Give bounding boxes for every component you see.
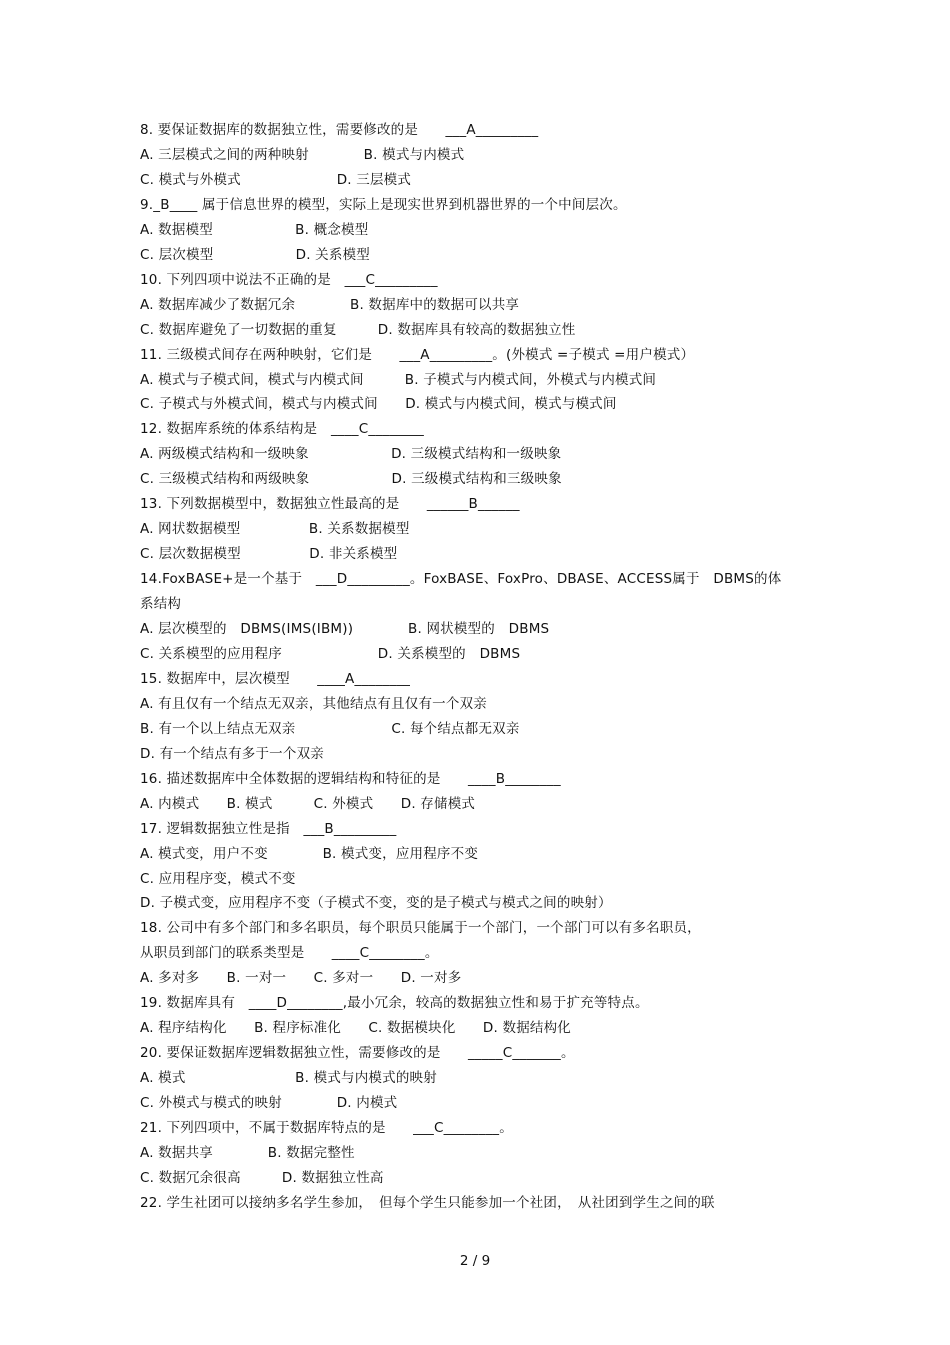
text-line: 10. 下列四项中说法不正确的是 ___C_________ xyxy=(140,271,438,288)
text-line: C. 三级模式结构和两级映象 D. 三级模式结构和三级映象 xyxy=(140,471,562,488)
text-line: 16. 描述数据库中全体数据的逻辑结构和特征的是 ____B________ xyxy=(140,770,561,787)
text-line: 8. 要保证数据库的数据独立性，需要修改的是 ___A_________ xyxy=(140,122,539,138)
text-line: A. 网状数据模型 B. 关系数据模型 xyxy=(140,521,410,538)
text-line: A. 数据库减少了数据冗余 B. 数据库中的数据可以共享 xyxy=(140,296,520,313)
text-line: A. 数据模型 B. 概念模型 xyxy=(140,221,369,238)
text-line: A. 内模式 B. 模式 C. 外模式 D. 存储模式 xyxy=(140,795,476,812)
text-line: A. 三层模式之间的两种映射 B. 模式与内模式 xyxy=(140,146,465,163)
text-line: 11. 三级模式间存在两种映射，它们是 ___A_________。(外模式 =子模式 =用户模式） xyxy=(140,346,695,363)
text-line: D. 子模式变，应用程序不变（子模式不变，变的是子模式与模式之间的映射） xyxy=(140,895,612,912)
text-line: A. 两级模式结构和一级映象 D. 三级模式结构和一级映象 xyxy=(140,446,562,463)
text-line: 9._B____ 属于信息世界的模型，实际上是现实世界到机器世界的一个中间层次。 xyxy=(140,196,627,213)
text-line: B. 有一个以上结点无双亲 C. 每个结点都无双亲 xyxy=(140,720,520,737)
text-line: 21. 下列四项中，不属于数据库特点的是 ___C________。 xyxy=(140,1120,513,1136)
text-line: 从职员到部门的联系类型是 ____C________。 xyxy=(140,945,439,962)
text-line: 15. 数据库中，层次模型 ____A________ xyxy=(140,670,411,687)
text-line: 22. 学生社团可以接纳多名学生参加， 但每个学生只能参加一个社团， 从社团到学生之间的联 xyxy=(140,1194,715,1211)
text-line: A. 模式与子模式间，模式与内模式间 B. 子模式与内模式间，外模式与内模式间 xyxy=(140,371,657,388)
text-line: 19. 数据库具有 ____D________,最小冗余，较高的数据独立性和易于扩充等特点。 xyxy=(140,995,649,1012)
text-line: C. 数据冗余很高 D. 数据独立性高 xyxy=(140,1169,384,1186)
text-line: C. 外模式与模式的映射 D. 内模式 xyxy=(140,1095,398,1112)
page-number: 2 / 9 xyxy=(459,1253,491,1269)
text-line: 20. 要保证数据库逻辑数据独立性，需要修改的是 _____C_______。 xyxy=(140,1045,575,1062)
text-line: C. 应用程序变，模式不变 xyxy=(140,870,296,887)
text-line: 17. 逻辑数据独立性是指 ___B_________ xyxy=(140,820,397,837)
text-line: 14.FoxBASE+是一个基于 ___D_________。FoxBASE、FoxPro、DBASE、ACCESS属于 DBMS的体 xyxy=(140,571,782,588)
text-line: A. 有且仅有一个结点无双亲，其他结点有且仅有一个双亲 xyxy=(140,695,487,712)
text-line: D. 有一个结点有多于一个双亲 xyxy=(140,745,324,762)
text-line: A. 模式变，用户不变 B. 模式变，应用程序不变 xyxy=(140,845,479,862)
text-line: C. 层次模型 D. 关系模型 xyxy=(140,246,370,263)
text-line: C. 层次数据模型 D. 非关系模型 xyxy=(140,546,398,563)
text-line: A. 模式 B. 模式与内模式的映射 xyxy=(140,1070,437,1087)
text-line: 18. 公司中有多个部门和多名职员，每个职员只能属于一个部门，一个部门可以有多名职员， xyxy=(140,920,701,937)
text-line: A. 数据共享 B. 数据完整性 xyxy=(140,1144,355,1161)
text-line: 13. 下列数据模型中，数据独立性最高的是 ______B______ xyxy=(140,496,520,513)
text-line: 12. 数据库系统的体系结构是 ____C________ xyxy=(140,421,424,438)
text-line: A. 多对多 B. 一对一 C. 多对一 D. 一对多 xyxy=(140,970,462,987)
text-line: C. 子模式与外模式间，模式与内模式间 D. 模式与内模式间，模式与模式间 xyxy=(140,396,617,413)
text-line: C. 模式与外模式 D. 三层模式 xyxy=(140,171,412,188)
text-line: C. 数据库避免了一切数据的重复 D. 数据库具有较高的数据独立性 xyxy=(140,321,576,338)
text-line: 系结构 xyxy=(140,596,182,613)
text-line: A. 层次模型的 DBMS(IMS(IBM)) B. 网状模型的 DBMS xyxy=(140,621,550,637)
text-line: A. 程序结构化 B. 程序标准化 C. 数据模块化 D. 数据结构化 xyxy=(140,1020,572,1037)
text-line: C. 关系模型的应用程序 D. 关系模型的 DBMS xyxy=(140,645,521,662)
